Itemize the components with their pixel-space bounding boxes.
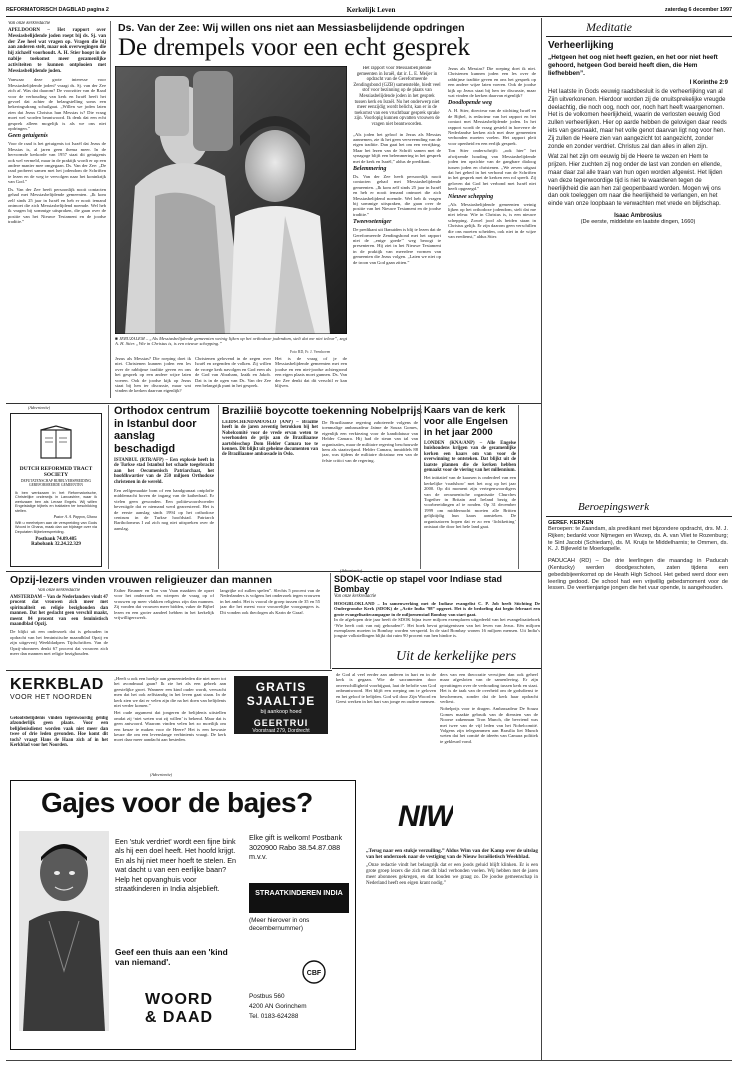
kerkblad-text-4: ders van een theocratie verwijten dan ook geheel maar afgesloten van de samenleving. Er zijn opvattingen over de verhouding tussen kerk en staat. Het is de taak van de overheid om de godsdienst te beschermen, zonder dat de kerk haar opdracht verliest. [440, 672, 538, 705]
opzij-headline: Opzij-lezers vinden vrouwen religieuzer dan mannen [10, 574, 272, 586]
meditation-body: Het laatste in Gods eeuwig raadsbesluit is de verheerlijking van al Zijn uitverkorenen. Hierdoor worden zij de onuitsprekelijke vreugde deelachtig, die noch oog, noch oor, noch hart heeft waargenomen. Het is de volkomen heerlijkheid, waarin de verlosten eeuwig God zullen verheerlijken. Hier op aarde hebben de gelovigen daar reeds iets van gesmaakt, maar het volle genot daarvan ligt nog voor hen. Zij zullen de Heere zien van aangezicht tot aangezicht, zonder zonde en zonder verdriet. Christus zal dan alles in allen zijn. [548, 89, 727, 150]
subhead-nieuwe-schepping: Nieuwe schepping [448, 193, 494, 200]
gajes-body: Een 'stuk verdriet' wordt een fijne bink als hij een doel heeft. Het hoofd krijgt. En als hij niet meer hoeft te stelen. En wat dacht u van een eerlijke baan? Help het opvanghuis voor straatkinderen in India alsjeblieft. [115, 837, 237, 894]
brazil-col2 [322, 420, 418, 569]
gajes-ad [10, 780, 356, 1050]
main-story-column-4 [448, 66, 536, 398]
main-story-col4-intro: Jezus als Messias? Die roeping doet ik niet. Christenen kunnen joden een les over de rabbijnse traditie geven en ons het gesprek op een andere wijze laten voeren. Ook de joodse kijk op Jezus staat bij hen ter discussie, maar wat vinden de kerken daarvan eigenlijk? [448, 66, 536, 99]
beroepingswerk-section-label: Beroepingswerk [578, 501, 650, 513]
photo-credit: Foto RD, Fr. J. Veenhoven [290, 350, 331, 354]
main-story-col4b: A. H. Stier, directeur van de stichting Israël en de Bijbel, is redacteur van het rapport en het contact met Messiasbelijdende joden. In het rapport wordt de vraag gesteld in hoeverre de Nederlandse kerken zich met deze gemeenten verbonden moeten voelen. Het rapport pleit voor openheid en een eerlijk gesprek. [448, 108, 536, 146]
opzij-col3 [220, 588, 320, 666]
kerkblad-text-3: de God al veel eerder aan anderen in hart en in de kerk is gegaan. Wie de sacramenten door onverschilligheid voorbijgaat, laat de belofte van God onbeantwoord. Het blijft een roeping om te geloven en het geloof te belijden. God wil door Zijn Woord en Geest werken in het hart van jonge en oudere mensen. [336, 672, 436, 705]
kerkblad-subtitle: VOOR HET NOORDEN [10, 694, 93, 701]
woord-daad-line-1: WOORD [144, 991, 214, 1008]
caption-bullet: ■ [115, 336, 120, 341]
subhead-belemmering: Belemmering [353, 165, 387, 172]
niw-text: „Onze redactie vindt het belangrijk dat er een joods geluid blijft klinken. Er is een grote groep lezers die zich met dit blad verbonden voelen. Wij hebben met de jaren meer abonnees gekregen, en dat houden we graag zo. De joodse gemeenschap in Nederland heeft een eigen krant nodig.” [366, 863, 538, 886]
opzij-text: De blijkt uit een onderzoek dat is gehouden in opdracht van het feministische maandblad Opzij en zijn uitgeverij Weekbladpers Tijdschriften. Van de Opzij-abonnees denkt 67 procent dat vrouwen zich meer dan mannen met religie bezighouden. [10, 629, 108, 657]
main-story-col1: Vanwaar deze grote interesse voor Messiasbelijdende joden? vraagt ds. Sj. van der Zee zich af. Was dat daarom? De voorzitter van de Raad voor de verhouding van kerk en Israël heeft het gevoel dat achter de belangstelling soms een bekeringsdrang schuilgaat. „Willen we joden laten zien dat Jezus Christus hun Messias is? Die vraag moet wel worden beantwoord. Ik denk dat een echt gesprek alleen mogelijk is als we ons niet opdringen.” [8, 77, 106, 132]
gajes-address-2: 4200 AN Gorinchem [249, 1003, 307, 1010]
meditation-body-2: Wat zal het zijn om eeuwig bij de Heere te wezen en Hem te prijzen. Hier zuchten zij nog onder de last van zonden en ellende, maar daar zal alle traan van hun ogen worden afgewist. Het lijden van deze tegenwoordige tijd is niet te waarderen tegen de heerlijkheid die aan hen zal geopenbaard worden. Mogen wij ons dan ook toeleggen om naar die heerlijkheid te verlangen, en het einde van onze loopbaan te verwachten met vrede en blijdschap. [548, 154, 723, 208]
brazil-headline: Braziliië boycotte toekenning Nobelprijs [222, 405, 422, 417]
main-story-col1b: Voor de raad is het getuigenis tot Israël dat Jezus de Messias is, al jaren geen thema meer. In de hervormde kerkorde van 1957 staat dit getuigenis ook wel vermeld, maar in de praktijk wordt er op een andere manier mee omgegaan. Ds. Van der Zee: „De raad probeert samen met het jodendom de Schriften te lezen en de weg te vervolgen naar het koninkrijk van God.” [8, 141, 106, 185]
kerkblad-text: „Heeft u ook een hoekje aan gemeenteleden die niet meer tot het avondmaal gaan? Ik zie het als een gebrek aan geestelijke groei. Wanneer een kind ouder wordt, verwacht men dat het ook zelfstandig in het leven gaat staan. In de kerk zien we dat er velen zijn die na het doen van belijdenis niet verder komen.” [114, 676, 226, 709]
kaars-text: Het initiatief van de kaarsen is onderdeel van een kerkelijke ‘roadshow’ met het oog op het jaar 2000. Op dit moment zijn vertegenwoordigers van de oecumenische organisatie Churches Together in Britain and Ireland bezig de voorbereidingen af te ronden. Op 31 december 1999 om middernacht moeten alle Britten gelijktijdig hun kaars aansteken. De organisatoren hopen dat er zo een ‘lichtketting’ ontstaat die door het hele land gaat. [424, 475, 516, 530]
straatkinderen-title: STRAATKINDEREN INDIA [255, 888, 343, 897]
tract-ad-text-2: Wilt u meehelpen aan de verspreiding van Gods Woord in Ghana, maak dan uw bijdrage over via Deputaten Bijbelverspreiding. [15, 520, 97, 534]
gajes-box-note: (Meer hierover in ons decembernummer) [249, 917, 310, 932]
kerkblad-col4 [440, 672, 538, 768]
meditation-ref: I Korinthe 2:9 [689, 80, 728, 86]
main-story-col4d: „Als Messiasbelijdende gemeenten weinig lijken op het orthodoxe jodendom, stelt dat me niet teleur. Wie in Christus is, is een nieuwe schepping. Zowel jood als heiden staan in Christus gelijk. Er zijn daarom geen verschillen die ons moeten scheiden, ook niet in de wijze van eredienst,” aldus Stier. [448, 201, 536, 239]
paducah-news: PADUCAH (RD) – De drie leerlingen die maandag in Paducah (Kentucky) werden doodgeschoten, zaten tijdens een gebedsbijeenkomst op de Heath High School. Het gebed werd door een leerling gedood. De school had een vrijwillig gebedsmoment voor de lessen. De veertienjarige jongen die het vuur opende, is aangehouden. [548, 558, 728, 592]
sdok-byline: Van onze kerkredactie [334, 594, 377, 599]
kerkblad-text-4b: Nobelprijs voor te dragen. Ambassadeur De Souza Gomes maakte gebruik van de diensten van de Noorse zakenman Tron Munch, die bevriend was met twee van de vijf leden van het Nobelcomité. Volgens zijn telegrammen aan Brasilia liet Munch weten dat het comité de ideeën van Camara politiek te gekleurd vond. [440, 706, 538, 744]
kerkblad-title: KERKBLAD [10, 676, 104, 693]
main-story-col4-bottom [275, 356, 347, 398]
orthodox-text: Een zelfgemaakte bom of een handgranaat ontplofte middernacht boven de ingang van de kathedraal. Er vielen geen gewonden. Een politiewoordvoerder bevestigde dat er niemand werd gearresteerd. Het is de eerste aanslag sinds 1994 op het orthodoxe centrum in de Turkse hoofdstad. Patriarch Bartholomeus I zal zich nog niet uitspreken over de aanslag. [114, 488, 214, 531]
meditation-column [548, 40, 728, 500]
tract-ad-label: (Advertentie) [28, 405, 51, 410]
beroepingswerk-text: Beroepen: te Zaandam, als predikant met bijzondere opdracht, drs. M. J. Rijken; bedankt voor Nijmegen en Wezep, ds. A. van Vliet te Rozenburg; te Sint Jacobi (Schiedam), ds. M. Kruijs te Middelharnis; te Ommen, ds. K. J. Bijleveld te Moerkapelle. [548, 526, 728, 553]
kaars-lead: LONDEN (KNA/ANP) – Alle Engelse huishoudens krijgen van de gezamenlijke kerken een kaars om van voor de overwinning te ontsteken. Dat blijkt uit de laatste plannen die de kerken hebben gemaakt voor de viering van het millennium. [424, 441, 516, 474]
opzij-text-3: langrijke rol zullen spelen”. Slechts 5 procent van de Nederlanders is volgens het onderzoek tegen vrouwen in het ambt. Het is vooral de groep tussen de 35 en 55 jaar die het meest voor vrouwelijke voorgangers is. Dit vonden ook theologen als Karin de Graaf. [220, 588, 320, 615]
sdok-lead: HOOGBLOKLAND – In samenwerking met de Indiase evangelist C. P. Job heeft Stichting De Ondergrondse Kerk (SDOK) de „Actie India ’98” opgezet. Het is de bedoeling dat begin februari een grote evangelisatiecampagne in de miljoenenstad Bombay van start gaat. [334, 601, 540, 617]
woord-daad-logo [129, 991, 229, 1027]
gajes-ad-label: (Advertentie) [150, 772, 173, 777]
kerkblad-logo [10, 676, 106, 712]
page-header [6, 6, 732, 16]
opzij-lead: AMSTERDAM – Van de Nederlanders vindt 47 procent dat vrouwen zich meer met spiritualiteit en religie bezighouden dan mannen. Dat het geslacht geen verschil maakt, meent 84 procent van een feministisch maandblad Opzij. [10, 595, 108, 628]
tract-society-logo-icon [37, 424, 75, 464]
main-story-intro: APELDOORN – Het rapport over Messiasbelijdende joden roept bij ds. Sj. van der Zee heel wat vragen op. Vragen die hij aan anderen stelt, maar ook overwegingen die hij zichzelf voorhoudt. A. H. Stier hoopt in de nabije toekomst meer gezamenlijke activiteiten te kunnen ontplooien met Messiasbelijdende joden. [8, 28, 106, 74]
torah-scroll-photo-illustration [115, 66, 347, 334]
gratis-store: GEERTRUI [253, 718, 309, 728]
subhead-tweevoeteniger: Tweevoeteniger [353, 219, 392, 226]
tract-society-ad [10, 413, 102, 567]
sdok-column [334, 574, 540, 648]
brazil-lead: LEIDSCHENDAM/OSLO (ANP) – Brazilië heeft in de jaren zeventig betrokken bij het Nobelcomité voor de vrede ervan weten te weerhouden de prijs aan de Braziliaanse aartsbisschop Dom Helder Camara toe te kennen. Dit blijkt uit geheime documenten van de Braziliaanse ambassade in Oslo. [222, 420, 318, 458]
boy-photo-illustration [19, 831, 109, 1031]
main-story-col3-bottom [195, 356, 271, 398]
caption-text: JERUZALEM – „Als Messiasbelijdende gemeenten weinig lijken op het orthodoxe jodendom, stelt dat me niet teleur”, zegt A. H. Stier. „Wie in Christus is, is een nieuwe schepping.” [115, 336, 347, 347]
meditation-author: Isaac Ambrosius [614, 212, 662, 219]
opzij-col1 [10, 588, 108, 666]
main-story-col2b-repeat: „Als joden het geloof in Jezus als Messias aannemen, zie ik het geen vervreemding van de eigen traditie. Dan gaat het om een verrijking. Maar het lezen van de Schrift samen met de synagoge blijft een belemmering in het gesprek met de kerk en Israël,” aldus de predikant. [353, 131, 441, 164]
main-story-col1c: Ds. Van der Zee heeft persoonlijk nooit contacten gehad met Messiasbelijdende gemeenten. „Ik kom zelf sinds 25 jaar in Israël en heb er nooit iemand ontmoet die zich Messiasbelijdend noemde. Wel heb ik vragen bij sommige uitspraken, die gaan over de positie van het Nieuwe Testament en de joodse traditie.” [8, 186, 106, 225]
subhead-geen-getuigenis: Geen getuigenis [8, 133, 48, 140]
gratis-ad-box [234, 676, 328, 734]
gajes-telephone: Tel. 0183-624288 [249, 1013, 299, 1020]
main-story-photo [115, 66, 347, 334]
main-story-col2-bottom [115, 356, 191, 398]
niw-article [366, 848, 538, 1050]
kerkblad-text-2: Het oude argument dat jongeren de belijdenis uitstellen omdat zij ‘niet weten wat zij willen’ is bekend. Maar dat is geen antwoord. Waarom vinden velen het zo moeilijk om een keuze te maken voor de Heere? Het is een bewuste keuze die om een levenslange verbintenis vraagt. De kerk moet daar meer aandacht aan besteden. [114, 710, 226, 743]
kerkblad-intro: Geloofsbelijdenis vinden tegenwoordig geldig afzonderlijk geen plaats. Voor een belijdenisdienst worden vaak niet meer dan twee of drie leden gevonden. Hoe komt dit toch? vraagt Hans de Haan zich af in het Kerkblad voor het Noorden. [10, 716, 108, 749]
woord-daad-line-2: & DAAD [144, 1009, 214, 1026]
main-story-col1-continued: Jezus als Messias? Die roeping doet ik niet. Christenen kunnen joden een les over de rabbijnse traditie geven en ons het gesprek op een andere wijze laten voeren. Ook de joodse kijk op Jezus staat bij hen ter discussie, maar wat vinden de kerken daarvan eigenlijk? [115, 356, 191, 394]
gratis-line-1: GRATIS [255, 680, 307, 694]
meditation-quote: „Hetgeen het oog niet heeft gezien, en het oor niet heeft gehoord, hetgeen God bereid heeft dien, die Hem liefhebben”. [548, 54, 718, 77]
gratis-ad-label: (Advertentie) [340, 568, 363, 573]
main-story-col4-text: Het is de vraag of je de Messiasbelijdende gemeenten met een joodse en een niet-joodse achtergrond een eigen plaats moet gunnen. Ds. Van der Zee denkt dat dit verschil er kan blijven. [275, 356, 347, 389]
meditation-section-label: Meditatie [586, 20, 632, 34]
gajes-headline: Gajes voor de bajes? [41, 787, 313, 818]
gratis-line-2: SJAALTJE [246, 694, 316, 708]
tract-ad-bank: Rabobank 32.24.22.329 [31, 542, 81, 548]
main-story-byline: Van onze kerkredactie [8, 21, 51, 26]
header-right: zaterdag 6 december 1997 [664, 7, 732, 13]
sdok-text: In de afgelopen drie jaar heeft de SDOK bijna twee miljoen exemplaren uitgedeeld van het evangelisatieboek ‘Wie heeft ooit van mij gehouden?’. Het boek bevat getuigenissen van het leven van Jezus. Eén miljoen exemplaren moeten in Bombay worden verspreid. In de stad Bombay wonen 16 miljoen mensen. Uit India’s jongste volkstellingen blijkt dat ruim 90 procent van hen hindoe is. [334, 617, 540, 639]
meditation-title: Verheerlijking [548, 40, 614, 51]
kerkelijke-pers-title: Uit de kerkelijke pers [396, 649, 517, 664]
kaars-article [424, 405, 516, 569]
niw-lead: „Terug naar een stukje verzuiling.” Aldus Wim van der Kamp over de uitslag van het onderzoek naar de vestiging van de Nieuw Israëlietisch Weekblad. [366, 848, 538, 860]
tract-ad-giro: Postbank 74.09.485 [35, 537, 77, 543]
gajes-address-1: Postbus 560 [249, 993, 285, 1000]
straatkinderen-box [249, 883, 349, 913]
main-story-col2-c: Ds. Van der Zee heeft persoonlijk nooit contacten gehad met Messiasbelijdende gemeenten. „Ik kom zelf sinds 25 jaar in Israël en heb er nooit iemand ontmoet die zich Messiasbelijdend noemde. Wel heb ik vragen bij sommige uitspraken, die gaan over de positie van het Nieuwe Testament en de joodse traditie.” [353, 173, 441, 217]
beroepingswerk-denomination: GEREF. KERKEN [548, 520, 594, 526]
main-story-col3-text: Christenen gelovend in de zegen over Israël en zegenden de volken. Zij willen de vroege kerk navolgen en God eren als de God van Abraham, Izaäk en Jakob. Dat is in de ogen van Ds. Van der Zee een belangrijk punt in het gesprek. [195, 356, 271, 389]
brazil-text: De Braziliaanse regering zaboteerde volgens de toenmalige ambassadeur Jaime de Souza Gomes, eigenlijk een verkiezing voor de kandidatuur van Helder Camara. Hij had de steun van tal van organisaties, maar de militaire regering beschouwde hem als staatsvijand. Helder Camara, inmiddels 88 jaar, was tijdens de militaire dictatuur een van de felste critici van de regering. [322, 420, 418, 463]
main-story-col3c: De predikant uit Ikmuiden is blij te lezen dat de Gereformeerde Zendingsbond met het rapport niet de ,,enige goede’’ weg beoogt te presenteren. Hij ziet in het Nieuwe Testament in de praktijk van meerdere vormen van gemeenten die Jezus volgen. „Laten we niet op de troon van God gaan zitten.” [353, 227, 441, 265]
meditation-source: (De eerste, middelste en laatste dingen, 1660) [580, 218, 696, 225]
header-left: REFORMATORISCH DAGBLAD pagina 2 [6, 7, 109, 13]
tract-society-subname: DEPUTATENSCHAP BIJBELVERSPREIDING GEREFORMEERDE GEMEENTEN [20, 478, 92, 488]
cbf-keurmerk-icon [301, 959, 327, 985]
tract-society-name: DUTCH REFORMED TRACT SOCIETY [19, 466, 93, 479]
tract-ad-name: Pastor A. A. Pappon, Ghana [53, 514, 97, 519]
subhead-doodlopende-weg: Doodlopende weg [448, 100, 492, 107]
main-story-caption [115, 336, 347, 347]
gajes-gift: Elke gift is welkom! Postbank 3020900 Rabo 38.54.87.088 m.v.v. [249, 833, 343, 862]
kaars-headline: Kaars van de kerk voor alle Engelsen in het jaar 2000 [424, 405, 508, 438]
gajes-tagline: Geef een thuis aan een 'kind van niemand'. [115, 947, 228, 968]
opzij-byline: Van onze kerkredactie [37, 588, 81, 593]
orthodox-headline: Orthodox centrum in Istanbul door aanslag beschadigd [114, 405, 210, 455]
header-center: Kerkelijk Leven [346, 6, 396, 14]
niw-logo: NIW [398, 800, 454, 833]
brazil-col1 [222, 420, 318, 569]
main-story-kicker: Ds. Van der Zee: Wij willen ons niet aan Messiasbelijdende opdringen [118, 22, 465, 34]
kerkblad-col2 [114, 676, 226, 768]
orthodox-article [114, 405, 214, 569]
main-story-headline: De drempels voor een echt gesprek [118, 34, 470, 61]
main-story-column-2 [353, 66, 441, 398]
opzij-col2 [114, 588, 214, 666]
gratis-line-3: bij aankoop hoed [260, 709, 302, 715]
tract-ad-text: Ik ben werkzaam in het Reformatorische, Christelijke onderwijs in Lancashire, waar ik werkzaam ben als Leraar Engels. Wij willen Engelstalige bijbels en traktaten ter beschikking stellen. [15, 490, 97, 513]
orthodox-lead: ISTANBUL (RTR/AFP) – Een explosie heeft in de Turkse stad Istanbul het schade toegebracht aan het Oecumenisch Patriarchaat, het hoofdkwartier van de 250 miljoen Orthodoxe christenen in de wereld. [114, 458, 214, 485]
kerkblad-col3 [336, 672, 436, 768]
gratis-address: Voorstraat 279, Dordrecht [252, 728, 310, 734]
sdok-headline: SDOK-actie op stapel voor Indiase stad Bombay [334, 574, 503, 594]
main-story-col2: Het rapport voor Messiasbelijdende gemeenten in Israël, dat ir. L. E. Meijer in opdracht van de Gereformeerde Zendingsbond (GZB) samenstelde, biedt veel stof voor bezinning op de plaats van Messiasbelijdende joden in het gesprek tussen kerk en Israël. Nu het onderwerp niet meer eenzijdig wordt belicht, kan er in de toekomst van een vruchtbaar gesprek sprake zijn. Voorlopig kunnen opvatten vrouwen de vragen niet beantwoorden. [353, 66, 441, 127]
beroepingswerk-column [548, 520, 728, 670]
kerkblad-col1 [10, 716, 108, 768]
opzij-text-2: Esther Brunner en Ton van Vaan maakten de opzet voor het onderzoek en wierpen de vraag op of vrouwen op meer vlakken religieus zijn dan mannen. Zij vonden dat vrouwen meer bidden, vaker de Bijbel lezen en een groter aandeel hebben in het kerkelijk vrijwilligerswerk. [114, 588, 214, 621]
svg-text:CBF: CBF [306, 970, 322, 977]
main-story-col4c: Ton Stier onderschrijft: „ook hier” het afwijzende houding van Messiasbelijdende joden ten opzichte van de gangbare dialoog tussen joden en christenen. „We zeven uitgaat dat het gebed in het verbond van de Schriften in het gesprek met de kerken een rol speelt. Zij geloven dat God het verbond met Israël niet heeft opgezegd.” [448, 148, 536, 192]
main-story-intro-column [8, 21, 106, 398]
